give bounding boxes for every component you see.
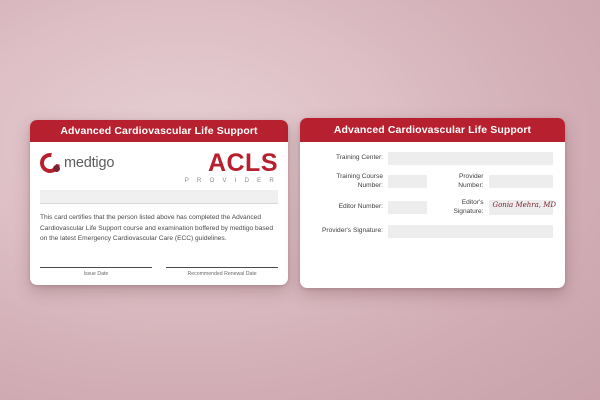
certification-abbr: ACLS <box>207 149 278 177</box>
front-card-header-row <box>40 150 278 184</box>
provider-number-label: Provider Number: <box>458 173 484 189</box>
editor-signature-group <box>437 198 557 217</box>
brand-name: medtigo <box>64 155 115 171</box>
editor-number-input[interactable] <box>388 201 427 214</box>
training-center-input[interactable] <box>388 152 553 165</box>
editor-signature-input[interactable] <box>489 200 557 215</box>
training-center-label: Training Center: <box>335 154 383 162</box>
acls-back-card <box>300 118 565 288</box>
certification-badge <box>185 151 278 184</box>
back-card-body <box>300 142 565 288</box>
course-provider-row <box>310 173 553 191</box>
back-card-title: Advanced Cardiovascular Life Support <box>300 118 565 142</box>
renewal-date-label: Recommended Renewal Date <box>187 271 257 277</box>
provider-signature-label: Provider's Signature: <box>322 226 383 234</box>
acls-front-card <box>30 120 288 285</box>
issue-date-rule <box>40 267 152 268</box>
front-card-date-row <box>40 267 278 277</box>
provider-signature-input[interactable] <box>388 225 553 238</box>
editor-number-label: Editor Number: <box>338 203 383 211</box>
training-course-number-input[interactable] <box>388 175 427 188</box>
provider-number-input[interactable] <box>489 175 554 188</box>
issue-date-block <box>40 267 152 277</box>
editor-signature-label: Editor's Signature: <box>453 198 484 215</box>
medtigo-brand <box>40 153 114 173</box>
editor-row <box>310 198 557 217</box>
front-card-body <box>30 142 288 285</box>
medtigo-ring-icon <box>40 153 60 173</box>
training-course-number-label: Training Course Number: <box>336 173 383 189</box>
issue-date-label: Issue Date <box>83 271 109 277</box>
training-center-row <box>310 152 553 165</box>
training-course-number-group <box>310 173 427 191</box>
front-card-title: Advanced Cardiovascular Life Support <box>30 120 288 142</box>
renewal-date-block <box>166 267 278 277</box>
provider-number-group <box>437 173 554 191</box>
editor-signature-value: Gonia Mehra, MD <box>492 201 557 210</box>
editor-number-group <box>310 201 427 214</box>
cardholder-name-field <box>40 190 278 204</box>
provider-signature-row <box>310 225 553 238</box>
renewal-date-rule <box>166 267 278 268</box>
certification-level: P R O V I D E R <box>184 177 277 184</box>
certification-statement: This card certifies that the person listed above has completed the Advanced Cardiovascular Life Support course and examination boffered by medtigo based on the latest Emergency Cardiovascular Care (ECC) guidelines. <box>40 214 273 243</box>
